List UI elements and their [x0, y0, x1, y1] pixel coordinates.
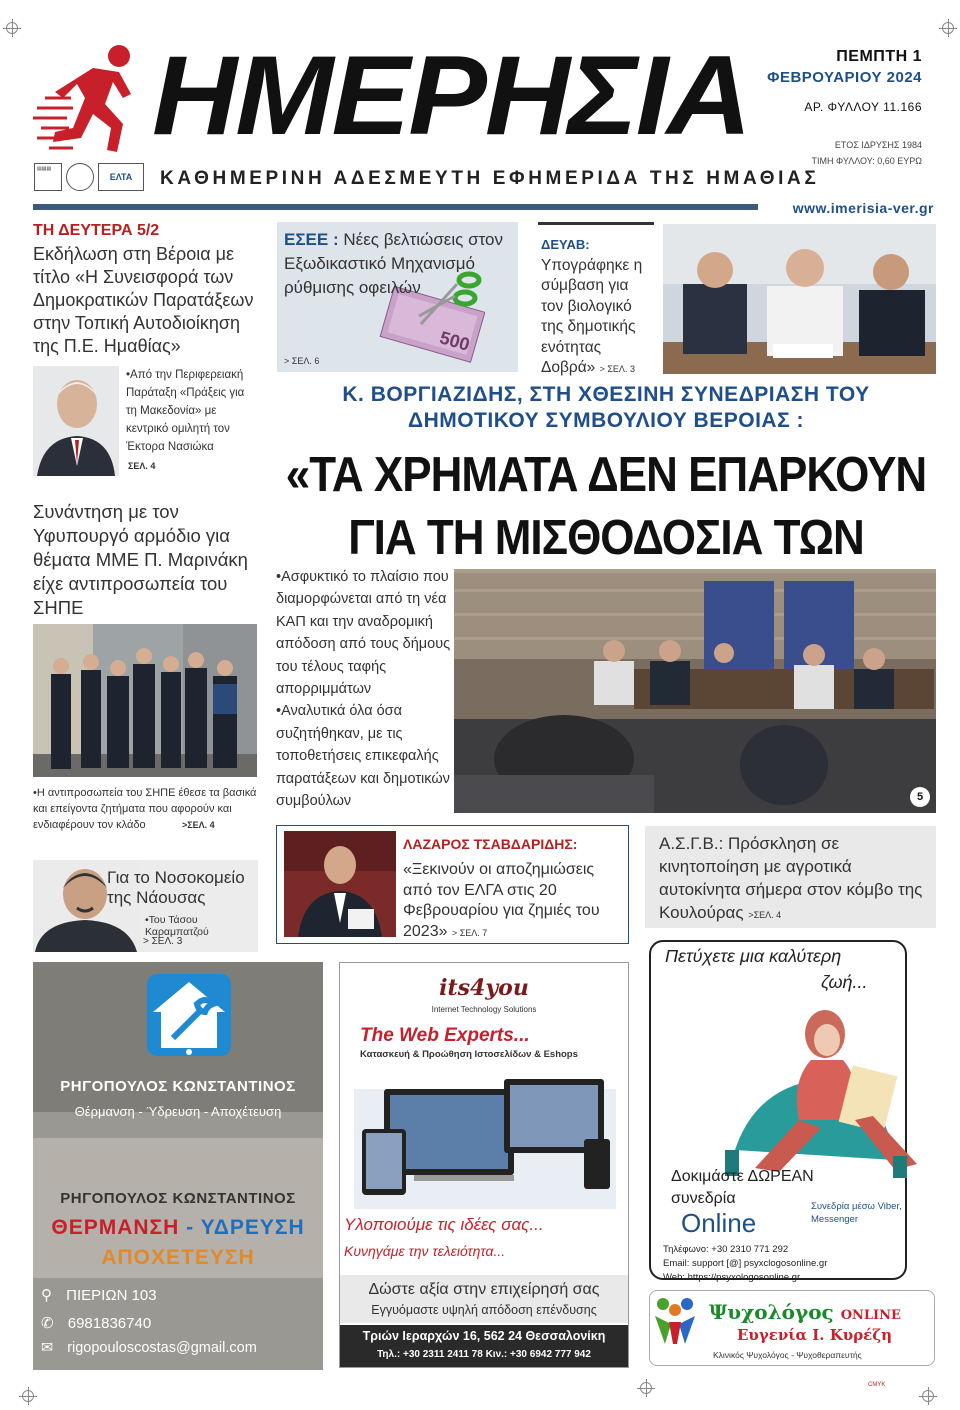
registration-mark	[6, 22, 18, 34]
deyav-box[interactable]	[538, 222, 654, 374]
registration-mark	[640, 1382, 652, 1394]
its4you-phones[interactable]: Τηλ.: +30 2311 2411 78 Κιν.: +30 6942 777 942	[377, 1349, 591, 1360]
registration-mark	[922, 1390, 934, 1402]
ad-plumber-phone[interactable]: 6981836740	[67, 1315, 152, 1332]
masthead-rule	[33, 204, 758, 210]
psych-phone[interactable]: Τηλέφωνο: +30 2310 771 292	[663, 1244, 789, 1255]
ad-plumber-services: Θέρμανση - Ύδρευση - Αποχέτευση	[74, 1104, 282, 1119]
ad-plumber-sign-dash: -	[186, 1216, 195, 1239]
its4you-guarantee: Εγγυόμαστε υψηλή απόδοση επένδυσης	[371, 1303, 597, 1317]
founded-year: ΕΤΟΣ ΙΔΡΥΣΗΣ 1984	[834, 140, 922, 150]
asgv-page-ref[interactable]: >ΣΕΛ. 4	[748, 910, 782, 920]
its4you-address: Τριών Ιεραρχών 16, 562 24 Θεσσαλονίκη	[362, 1329, 606, 1343]
story1-photo	[33, 366, 119, 476]
cmyk-mark: CMYK	[868, 1382, 886, 1388]
ad-plumber-name: ΡΗΓΟΠΟΥΛΟΣ ΚΩΝΣΤΑΝΤΙΝΟΣ	[60, 1078, 296, 1095]
deyav-text	[541, 235, 655, 380]
main-headline[interactable]: «ΤΑ ΧΡΗΜΑΤΑ ΔΕΝ ΕΠΑΡΚΟΥΝ ΓΙΑ ΤΗ ΜΙΣΘΟΔΟΣΙΑ ΤΩΝ	[285, 447, 927, 565]
registration-mark	[22, 1390, 34, 1402]
issue-price: ΤΙΜΗ ΦΥΛΛΟΥ: 0,60 ΕΥΡΩ	[811, 156, 922, 166]
psych-web[interactable]: Web: https://psyxologosonline.gr	[663, 1272, 801, 1283]
ad-plumber[interactable]	[33, 962, 323, 1370]
lazaros-quote	[403, 860, 625, 943]
ad-plumber-sign-w3: ΑΠΟΧΕΤΕΥΣΗ	[101, 1246, 255, 1269]
its4you-value: Δώστε αξία στην επιχείρησή σας	[368, 1281, 600, 1298]
lazaros-box[interactable]	[276, 825, 629, 944]
asgv-box[interactable]	[645, 826, 936, 928]
masthead-badges	[34, 162, 150, 192]
lazaros-name: ΛΑΖΑΡΟΣ ΤΣΑΒΔΑΡΙΔΗΣ:	[403, 836, 578, 852]
issue-month-year: ΦΕΒΡΟΥΑΡΙΟΥ 2024	[767, 69, 922, 86]
esee-page-ref[interactable]: > ΣΕΛ. 6	[284, 356, 320, 366]
story3-text: Για το Νοσοκομείο της Νάουσας	[107, 868, 245, 907]
banknote-value: 500	[437, 327, 472, 355]
ad-psychologist[interactable]	[645, 940, 937, 1370]
psych-session-via: Συνεδρία μέσω Viber, Messenger	[811, 1201, 902, 1225]
ad-plumber-phone-row[interactable]	[41, 1314, 151, 1332]
masthead-tagline: ΚΑΘΗΜΕΡΙΝΗ ΑΔΕΣΜΕΥΤΗ ΕΦΗΜΕΡΙΔΑ ΤΗΣ ΗΜΑΘΙΑΣ	[160, 168, 820, 189]
ad-plumber-sign-name: ΡΗΓΟΠΟΥΛΟΣ ΚΩΝΣΤΑΝΤΙΝΟΣ	[60, 1190, 296, 1207]
psych-tagline-1: Πετύχετε μια καλύτερη	[665, 946, 842, 966]
ad-plumber-email-row[interactable]	[41, 1340, 257, 1356]
lazaros-page-ref[interactable]: > ΣΕΛ. 7	[451, 927, 488, 938]
people-logo-icon	[651, 1294, 699, 1346]
wrench-house-icon	[147, 974, 231, 1056]
story2-photo	[33, 624, 257, 777]
story2-text[interactable]: Συνάντηση με τον Υφυπουργό αρμόδιο για θέματα ΜΜΕ Π. Μαρινάκη είχε αντιπροσωπεία του ΣΗΠΕ	[33, 501, 248, 618]
its4you-service: Κατασκευή & Προώθηση Ιστοσελίδων & Eshops	[360, 1049, 578, 1060]
story1-kicker: ΤΗ ΔΕΥΤΕΡΑ 5/2	[33, 222, 160, 239]
story2-caption: •Η αντιπροσωπεία του ΣΗΠΕ έθεσε τα βασικά και επείγοντα ζητήματα που αφορούν και ενδιαφέρουν τον κλάδο	[33, 787, 257, 831]
devices-illustration	[354, 1069, 616, 1209]
asgv-headline: Α.Σ.Γ.Β.: Πρόσκληση σε κινητοποίηση με αγροτικά αυτοκίνητα σήμερα στον κόμβο της Κουλούρας	[659, 834, 923, 922]
lazaros-quote-text: «Ξεκινούν οι αποζημιώσεις από τον ΕΛΓΑ στις 20 Φεβρουαρίου για ζημιές του 2023»	[403, 861, 600, 940]
story3-box[interactable]	[33, 860, 258, 952]
main-bullet-1: •Ασφυκτικό το πλαίσιο που διαμορφώνεται από τη νέα ΚΑΠ και την αναδρομική απόδοση από τους δήμους του τέλους ταφής απορριμμάτων	[276, 569, 451, 698]
lazaros-photo	[284, 831, 396, 937]
its4you-slogan: The Web Experts...	[360, 1025, 530, 1046]
psych-name: Ευγενία Ι. Κυρέζη	[737, 1326, 893, 1344]
ad-plumber-email[interactable]: rigopouloscostas@gmail.com	[67, 1340, 257, 1356]
psych-brand-2: ONLINE	[840, 1308, 901, 1323]
woman-reading-illustration	[695, 1000, 935, 1180]
deyav-headline: Υπογράφηκε η σύμβαση για τον βιολογικό της δημοτικής ενότητας Δοβρά»	[541, 256, 643, 376]
psych-email[interactable]: Email: support [@] psyxclogosonline.gr	[663, 1258, 828, 1269]
esee-label: ΕΣΕΕ :	[284, 230, 339, 249]
psych-title: Κλινικός Ψυχολόγος - Ψυχοθεραπευτής	[713, 1350, 862, 1360]
psych-try-free: Δοκιμάστε ΔΩΡΕΑΝ	[671, 1168, 814, 1185]
psych-tagline-2: ζωή...	[821, 972, 868, 992]
signing-photo	[663, 224, 936, 374]
its4you-brand: its4you	[439, 975, 529, 1001]
phone-icon: ✆	[41, 1315, 54, 1332]
ad-plumber-address-row	[41, 1286, 157, 1304]
its4you-brand-sub: Internet Technology Solutions	[431, 1005, 537, 1014]
page-number-badge[interactable]: 5	[910, 787, 930, 807]
ad-its4you[interactable]	[339, 962, 629, 1368]
ad-plumber-address: ΠΙΕΡΙΩΝ 103	[66, 1287, 157, 1304]
registration-mark	[942, 22, 954, 34]
issue-day: ΠΕΜΠΤΗ 1	[836, 48, 922, 65]
main-bullet-2: •Αναλυτικά όλα όσα συζητήθηκαν, με τις τοποθετήσεις επικεφαλής παρατάξεων και δημοτικών συμβούλων	[276, 703, 450, 810]
its4you-line2: Κυνηγάμε την τελειότητα...	[344, 1243, 506, 1259]
member-badge-icon: ▤▤▤	[34, 163, 62, 191]
psych-brand	[709, 1300, 901, 1324]
story3-author: •Του Τάσου Καραμπατζού	[145, 914, 209, 938]
deyav-page-ref[interactable]: > ΣΕΛ. 3	[599, 364, 635, 374]
issue-number: ΑΡ. ΦΥΛΛΟΥ 11.166	[804, 100, 922, 114]
main-kicker: Κ. ΒΟΡΓΙΑΖΙΔΗΣ, ΣΤΗ ΧΘΕΣΙΝΗ ΣΥΝΕΔΡΙΑΣΗ ΤΟΥ ΔΗΜΟΤΙΚΟΥ ΣΥΜΒΟΥΛΙΟΥ ΒΕΡΟΙΑΣ :	[342, 383, 870, 432]
runner-logo-icon	[33, 42, 143, 160]
psych-online: Online	[681, 1208, 757, 1238]
psych-brand-1: Ψυχολόγος	[709, 1300, 834, 1324]
masthead-title: ΗΜΕΡΗΣΙΑ	[152, 33, 750, 159]
website-link[interactable]: www.imerisia-ver.gr	[792, 200, 934, 216]
story1-page-ref[interactable]: ΣΕΛ. 4	[128, 461, 156, 471]
deyav-label: ΔΕΥΑΒ:	[541, 237, 590, 252]
mail-icon: ✉	[41, 1340, 54, 1356]
story1-detail: •Από την Περιφερειακή Παράταξη «Πράξεις για τη Μακεδονία» με κεντρικό ομιλητή τον Έκτορα Νασιώκα	[126, 369, 245, 453]
esee-text	[284, 228, 514, 300]
esee-box[interactable]	[277, 222, 518, 372]
ad-plumber-sign-w1: ΘΕΡΜΑΝΣΗ	[51, 1216, 180, 1239]
esee-headline: Νέες βελτιώσεις στον Εξωδικαστικό Μηχανισμό ρύθμισης οφειλών	[284, 230, 504, 297]
location-pin-icon: ⚲	[41, 1287, 52, 1304]
story2-page-ref[interactable]: >ΣΕΛ. 4	[182, 820, 215, 830]
seal-badge-icon	[66, 163, 94, 191]
story3-page-ref[interactable]: > ΣΕΛ. 3	[143, 936, 183, 947]
ad-plumber-sign-w2: ΥΔΡΕΥΣΗ	[200, 1216, 305, 1239]
council-photo	[454, 569, 936, 813]
its4you-line1: Υλοποιούμε τις ιδέες σας...	[344, 1215, 544, 1234]
psych-session: συνεδρία	[671, 1190, 736, 1207]
story1-text[interactable]: Εκδήλωση στη Βέροια με τίτλο «Η Συνεισφορά των Δημοκρατικών Παρατάξεων στην Τοπική Αυτοδιοίκηση της Π.Ε. Ημαθίας»	[33, 244, 254, 356]
elta-badge: ΕΛΤΑ	[98, 163, 144, 191]
ad-plumber-sign-line	[33, 1216, 323, 1240]
main-bullets	[276, 566, 452, 812]
asgv-text	[659, 832, 931, 927]
